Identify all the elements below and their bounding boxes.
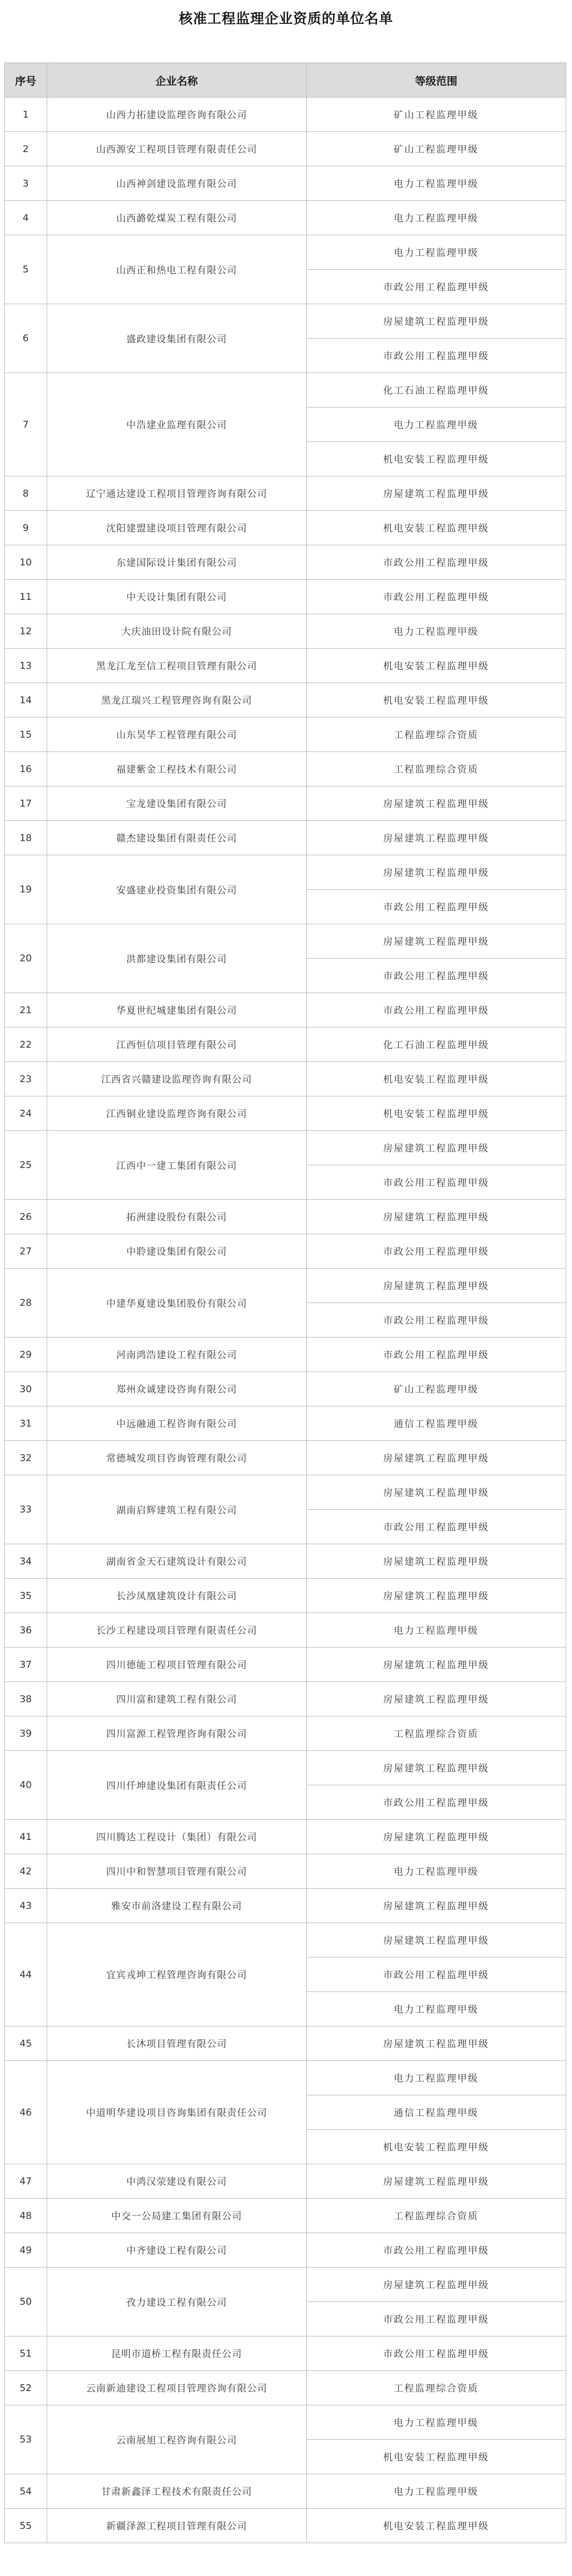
qualification-grade: 市政公用工程监理甲级 <box>307 959 566 993</box>
company-name: 江西恒信项目管理有限公司 <box>47 1028 307 1062</box>
company-name: 山西源安工程项目管理有限责任公司 <box>47 132 307 166</box>
qualification-grade: 市政公用工程监理甲级 <box>307 890 566 924</box>
qualification-grade: 机电安装工程监理甲级 <box>307 683 566 718</box>
table-row <box>5 1200 566 1234</box>
qualification-grade: 电力工程监理甲级 <box>307 1854 566 1889</box>
row-number: 14 <box>5 683 47 718</box>
table-row <box>5 924 566 959</box>
row-number: 4 <box>5 201 47 235</box>
table-row <box>5 1269 566 1303</box>
company-name: 中交一公局建工集团有限公司 <box>47 2199 307 2233</box>
table-row <box>5 2199 566 2233</box>
row-number: 43 <box>5 1889 47 1923</box>
qualification-grade: 工程监理综合资质 <box>307 2199 566 2233</box>
row-number: 29 <box>5 1338 47 1372</box>
company-name: 盛政建设集团有限公司 <box>47 304 307 373</box>
qualification-grade: 矿山工程监理甲级 <box>307 132 566 166</box>
row-number: 52 <box>5 2371 47 2405</box>
company-name: 长沙工程建设项目管理有限责任公司 <box>47 1613 307 1648</box>
table-row <box>5 1854 566 1889</box>
table-header-row <box>5 63 566 98</box>
header-no: 序号 <box>5 63 47 98</box>
table-row <box>5 1889 566 1923</box>
table-row <box>5 580 566 614</box>
company-name: 湖南省金天石建筑设计有限公司 <box>47 1544 307 1579</box>
row-number: 51 <box>5 2336 47 2371</box>
table-body <box>5 98 566 2543</box>
qualification-grade: 电力工程监理甲级 <box>307 235 566 270</box>
qualification-grade: 机电安装工程监理甲级 <box>307 649 566 683</box>
table-row <box>5 2371 566 2405</box>
company-name: 四川富源工程管理咨询有限公司 <box>47 1716 307 1751</box>
qualification-grade: 市政公用工程监理甲级 <box>307 993 566 1028</box>
qualification-grade: 通信工程监理甲级 <box>307 1406 566 1441</box>
table-row <box>5 2026 566 2061</box>
qualification-grade: 机电安装工程监理甲级 <box>307 1096 566 1131</box>
page-title: 核准工程监理企业资质的单位名单 <box>178 11 394 27</box>
table-row <box>5 1475 566 1510</box>
company-name: 四川中和智慧项目管理有限公司 <box>47 1854 307 1889</box>
qualification-grade: 电力工程监理甲级 <box>307 2405 566 2440</box>
row-number: 15 <box>5 718 47 752</box>
table-row <box>5 545 566 580</box>
table-row <box>5 1441 566 1475</box>
qualification-grade: 电力工程监理甲级 <box>307 408 566 442</box>
qualification-grade: 房屋建筑工程监理甲级 <box>307 1820 566 1854</box>
company-name: 山西神剑建设监理有限公司 <box>47 166 307 201</box>
qualification-grade: 房屋建筑工程监理甲级 <box>307 1579 566 1613</box>
company-name: 长沐项目管理有限公司 <box>47 2026 307 2061</box>
row-number: 9 <box>5 511 47 545</box>
qualification-grade: 市政公用工程监理甲级 <box>307 2336 566 2371</box>
company-name: 甘肃新鑫泽工程技术有限责任公司 <box>47 2474 307 2509</box>
qualification-grade: 矿山工程监理甲级 <box>307 1372 566 1406</box>
table-row <box>5 201 566 235</box>
table-row <box>5 1682 566 1716</box>
company-name: 四川德能工程项目管理有限公司 <box>47 1648 307 1682</box>
row-number: 6 <box>5 304 47 373</box>
row-number: 44 <box>5 1923 47 2026</box>
company-name: 中聆建设集团有限公司 <box>47 1234 307 1269</box>
row-number: 13 <box>5 649 47 683</box>
row-number: 19 <box>5 855 47 924</box>
table-row <box>5 821 566 855</box>
qualification-grade: 市政公用工程监理甲级 <box>307 1338 566 1372</box>
table-row <box>5 2268 566 2302</box>
company-name: 东建国际设计集团有限公司 <box>47 545 307 580</box>
row-number: 5 <box>5 235 47 304</box>
table-row <box>5 683 566 718</box>
company-name: 安盛建业投资集团有限公司 <box>47 855 307 924</box>
row-number: 48 <box>5 2199 47 2233</box>
qualification-grade: 工程监理综合资质 <box>307 752 566 786</box>
qualification-grade: 房屋建筑工程监理甲级 <box>307 1751 566 1785</box>
qualification-grade: 机电安装工程监理甲级 <box>307 511 566 545</box>
table-row <box>5 855 566 890</box>
qualification-grade: 房屋建筑工程监理甲级 <box>307 786 566 821</box>
qualification-grade: 市政公用工程监理甲级 <box>307 1165 566 1200</box>
company-name: 中齐建设工程有限公司 <box>47 2233 307 2268</box>
table-row <box>5 1820 566 1854</box>
header-grade: 等级范围 <box>307 63 566 98</box>
row-number: 35 <box>5 1579 47 1613</box>
company-name: 中建华夏建设集团股份有限公司 <box>47 1269 307 1338</box>
qualification-grade: 机电安装工程监理甲级 <box>307 1062 566 1096</box>
table-row <box>5 1751 566 1785</box>
table-row <box>5 511 566 545</box>
qualification-grade: 机电安装工程监理甲级 <box>307 2440 566 2474</box>
row-number: 30 <box>5 1372 47 1406</box>
qualification-grade: 电力工程监理甲级 <box>307 614 566 649</box>
qualification-grade: 房屋建筑工程监理甲级 <box>307 2164 566 2199</box>
row-number: 21 <box>5 993 47 1028</box>
header-name: 企业名称 <box>47 63 307 98</box>
qualification-grade: 市政公用工程监理甲级 <box>307 1234 566 1269</box>
table-row <box>5 752 566 786</box>
company-name: 宜宾戎坤工程管理咨询有限公司 <box>47 1923 307 2026</box>
table-row <box>5 166 566 201</box>
qualification-grade: 房屋建筑工程监理甲级 <box>307 1889 566 1923</box>
row-number: 17 <box>5 786 47 821</box>
qualification-grade: 市政公用工程监理甲级 <box>307 1785 566 1820</box>
company-name: 中道明华建设项目咨询集团有限责任公司 <box>47 2061 307 2164</box>
table-row <box>5 2061 566 2095</box>
qualification-grade: 房屋建筑工程监理甲级 <box>307 1923 566 1958</box>
table-row <box>5 373 566 408</box>
company-name: 雅安市前洛建设工程有限公司 <box>47 1889 307 1923</box>
company-name: 新疆泽源工程项目管理有限公司 <box>47 2509 307 2543</box>
company-name: 赣杰建设集团有限责任公司 <box>47 821 307 855</box>
table-row <box>5 1338 566 1372</box>
qualification-grade: 房屋建筑工程监理甲级 <box>307 1200 566 1234</box>
qualification-grade: 机电安装工程监理甲级 <box>307 2130 566 2164</box>
qualification-grade: 市政公用工程监理甲级 <box>307 2233 566 2268</box>
company-name: 江西铜业建设监理咨询有限公司 <box>47 1096 307 1131</box>
qualification-grade: 房屋建筑工程监理甲级 <box>307 304 566 339</box>
row-number: 22 <box>5 1028 47 1062</box>
company-name: 四川仟坤建设集团有限责任公司 <box>47 1751 307 1820</box>
qualification-grade: 市政公用工程监理甲级 <box>307 1958 566 1992</box>
table-row <box>5 2509 566 2543</box>
row-number: 8 <box>5 476 47 511</box>
company-name: 江西中一建工集团有限公司 <box>47 1131 307 1200</box>
table-row <box>5 1923 566 1958</box>
table-row <box>5 718 566 752</box>
row-number: 37 <box>5 1648 47 1682</box>
qualification-grade: 房屋建筑工程监理甲级 <box>307 1269 566 1303</box>
row-number: 12 <box>5 614 47 649</box>
qualification-grade: 化工石油工程监理甲级 <box>307 1028 566 1062</box>
row-number: 26 <box>5 1200 47 1234</box>
qualification-grade: 房屋建筑工程监理甲级 <box>307 1441 566 1475</box>
qualification-grade: 房屋建筑工程监理甲级 <box>307 924 566 959</box>
qualification-grade: 房屋建筑工程监理甲级 <box>307 2026 566 2061</box>
row-number: 10 <box>5 545 47 580</box>
company-name: 云南新迪建设工程项目管理咨询有限公司 <box>47 2371 307 2405</box>
table-row <box>5 2474 566 2509</box>
company-name: 中天设计集团有限公司 <box>47 580 307 614</box>
table-row <box>5 993 566 1028</box>
row-number: 49 <box>5 2233 47 2268</box>
row-number: 40 <box>5 1751 47 1820</box>
qualification-grade: 房屋建筑工程监理甲级 <box>307 1682 566 1716</box>
row-number: 20 <box>5 924 47 993</box>
qualification-grade: 电力工程监理甲级 <box>307 166 566 201</box>
table-row <box>5 649 566 683</box>
qualification-grade: 房屋建筑工程监理甲级 <box>307 821 566 855</box>
qualification-grade: 房屋建筑工程监理甲级 <box>307 1544 566 1579</box>
qualification-grade: 机电安装工程监理甲级 <box>307 442 566 476</box>
company-name: 黑龙江龙至信工程项目管理有限公司 <box>47 649 307 683</box>
company-name: 四川腾达工程设计（集团）有限公司 <box>47 1820 307 1854</box>
row-number: 25 <box>5 1131 47 1200</box>
qualification-grade: 市政公用工程监理甲级 <box>307 1510 566 1544</box>
table-row <box>5 304 566 339</box>
qualification-grade: 市政公用工程监理甲级 <box>307 580 566 614</box>
table-row <box>5 1579 566 1613</box>
row-number: 54 <box>5 2474 47 2509</box>
row-number: 18 <box>5 821 47 855</box>
company-name: 江西省兴赣建设监理咨询有限公司 <box>47 1062 307 1096</box>
row-number: 34 <box>5 1544 47 1579</box>
company-name: 山西力拓建设监理咨询有限公司 <box>47 98 307 132</box>
row-number: 31 <box>5 1406 47 1441</box>
table-row <box>5 476 566 511</box>
qualification-grade: 矿山工程监理甲级 <box>307 98 566 132</box>
table-row <box>5 786 566 821</box>
qualification-grade: 房屋建筑工程监理甲级 <box>307 1475 566 1510</box>
row-number: 46 <box>5 2061 47 2164</box>
company-name: 宝龙建设集团有限公司 <box>47 786 307 821</box>
table-row <box>5 2336 566 2371</box>
table-row <box>5 1613 566 1648</box>
company-name: 四川富和建筑工程有限公司 <box>47 1682 307 1716</box>
table-row <box>5 2164 566 2199</box>
table-row <box>5 132 566 166</box>
company-name: 拓洲建设股份有限公司 <box>47 1200 307 1234</box>
table-row <box>5 2405 566 2440</box>
qualification-grade: 电力工程监理甲级 <box>307 201 566 235</box>
company-name: 大庆油田设计院有限公司 <box>47 614 307 649</box>
row-number: 38 <box>5 1682 47 1716</box>
company-name: 山西潞乾煤炭工程有限公司 <box>47 201 307 235</box>
company-name: 河南鸿浩建设工程有限公司 <box>47 1338 307 1372</box>
table-row <box>5 1406 566 1441</box>
row-number: 33 <box>5 1475 47 1544</box>
company-name: 中鸿汉荥建设有限公司 <box>47 2164 307 2199</box>
row-number: 47 <box>5 2164 47 2199</box>
qualification-grade: 电力工程监理甲级 <box>307 2474 566 2509</box>
qualification-grade: 电力工程监理甲级 <box>307 2061 566 2095</box>
table-row <box>5 1648 566 1682</box>
company-name: 福建紫金工程技术有限公司 <box>47 752 307 786</box>
qualification-grade: 市政公用工程监理甲级 <box>307 1303 566 1338</box>
row-number: 53 <box>5 2405 47 2474</box>
qualification-grade: 工程监理综合资质 <box>307 2371 566 2405</box>
table-row <box>5 235 566 270</box>
row-number: 45 <box>5 2026 47 2061</box>
company-name: 郑州众诚建设咨询有限公司 <box>47 1372 307 1406</box>
company-name: 常德城发项目咨询管理有限公司 <box>47 1441 307 1475</box>
qualification-table <box>4 63 566 2543</box>
qualification-grade: 市政公用工程监理甲级 <box>307 339 566 373</box>
company-name: 华夏世纪城建集团有限公司 <box>47 993 307 1028</box>
table-row <box>5 1028 566 1062</box>
table-row <box>5 1544 566 1579</box>
company-name: 洪都建设集团有限公司 <box>47 924 307 993</box>
row-number: 41 <box>5 1820 47 1854</box>
qualification-grade: 工程监理综合资质 <box>307 1716 566 1751</box>
table-row <box>5 1372 566 1406</box>
qualification-grade: 通信工程监理甲级 <box>307 2095 566 2130</box>
table-row <box>5 1716 566 1751</box>
qualification-grade: 房屋建筑工程监理甲级 <box>307 855 566 890</box>
company-name: 湖南启辉建筑工程有限公司 <box>47 1475 307 1544</box>
company-name: 山西正和热电工程有限公司 <box>47 235 307 304</box>
row-number: 11 <box>5 580 47 614</box>
row-number: 42 <box>5 1854 47 1889</box>
company-name: 黑龙江瑞兴工程管理咨询有限公司 <box>47 683 307 718</box>
table-row <box>5 2233 566 2268</box>
qualification-grade: 房屋建筑工程监理甲级 <box>307 476 566 511</box>
qualification-grade: 房屋建筑工程监理甲级 <box>307 1131 566 1165</box>
row-number: 36 <box>5 1613 47 1648</box>
row-number: 55 <box>5 2509 47 2543</box>
qualification-grade: 工程监理综合资质 <box>307 718 566 752</box>
qualification-grade: 房屋建筑工程监理甲级 <box>307 1648 566 1682</box>
row-number: 1 <box>5 98 47 132</box>
company-name: 长沙凤凰建筑设计有限公司 <box>47 1579 307 1613</box>
qualification-grade: 房屋建筑工程监理甲级 <box>307 2268 566 2302</box>
company-name: 云南展旭工程咨询有限公司 <box>47 2405 307 2474</box>
qualification-grade: 市政公用工程监理甲级 <box>307 270 566 304</box>
company-name: 中浩建业监理有限公司 <box>47 373 307 476</box>
qualification-grade: 机电安装工程监理甲级 <box>307 2509 566 2543</box>
row-number: 23 <box>5 1062 47 1096</box>
table-row <box>5 1062 566 1096</box>
table-row <box>5 1131 566 1165</box>
row-number: 24 <box>5 1096 47 1131</box>
row-number: 3 <box>5 166 47 201</box>
table-row <box>5 1234 566 1269</box>
row-number: 7 <box>5 373 47 476</box>
company-name: 孜力建设工程有限公司 <box>47 2268 307 2336</box>
qualification-grade: 电力工程监理甲级 <box>307 1613 566 1648</box>
row-number: 28 <box>5 1269 47 1338</box>
row-number: 2 <box>5 132 47 166</box>
row-number: 39 <box>5 1716 47 1751</box>
row-number: 16 <box>5 752 47 786</box>
table-row <box>5 98 566 132</box>
company-name: 中远融通工程咨询有限公司 <box>47 1406 307 1441</box>
table-row <box>5 1096 566 1131</box>
qualification-grade: 化工石油工程监理甲级 <box>307 373 566 408</box>
qualification-grade: 市政公用工程监理甲级 <box>307 2302 566 2336</box>
company-name: 山东昊华工程管理有限公司 <box>47 718 307 752</box>
qualification-grade: 市政公用工程监理甲级 <box>307 545 566 580</box>
company-name: 昆明市道桥工程有限责任公司 <box>47 2336 307 2371</box>
qualification-grade: 电力工程监理甲级 <box>307 1992 566 2026</box>
company-name: 辽宁通达建设工程项目管理咨询有限公司 <box>47 476 307 511</box>
table-row <box>5 614 566 649</box>
row-number: 27 <box>5 1234 47 1269</box>
row-number: 32 <box>5 1441 47 1475</box>
company-name: 沈阳建盟建设项目管理有限公司 <box>47 511 307 545</box>
row-number: 50 <box>5 2268 47 2336</box>
